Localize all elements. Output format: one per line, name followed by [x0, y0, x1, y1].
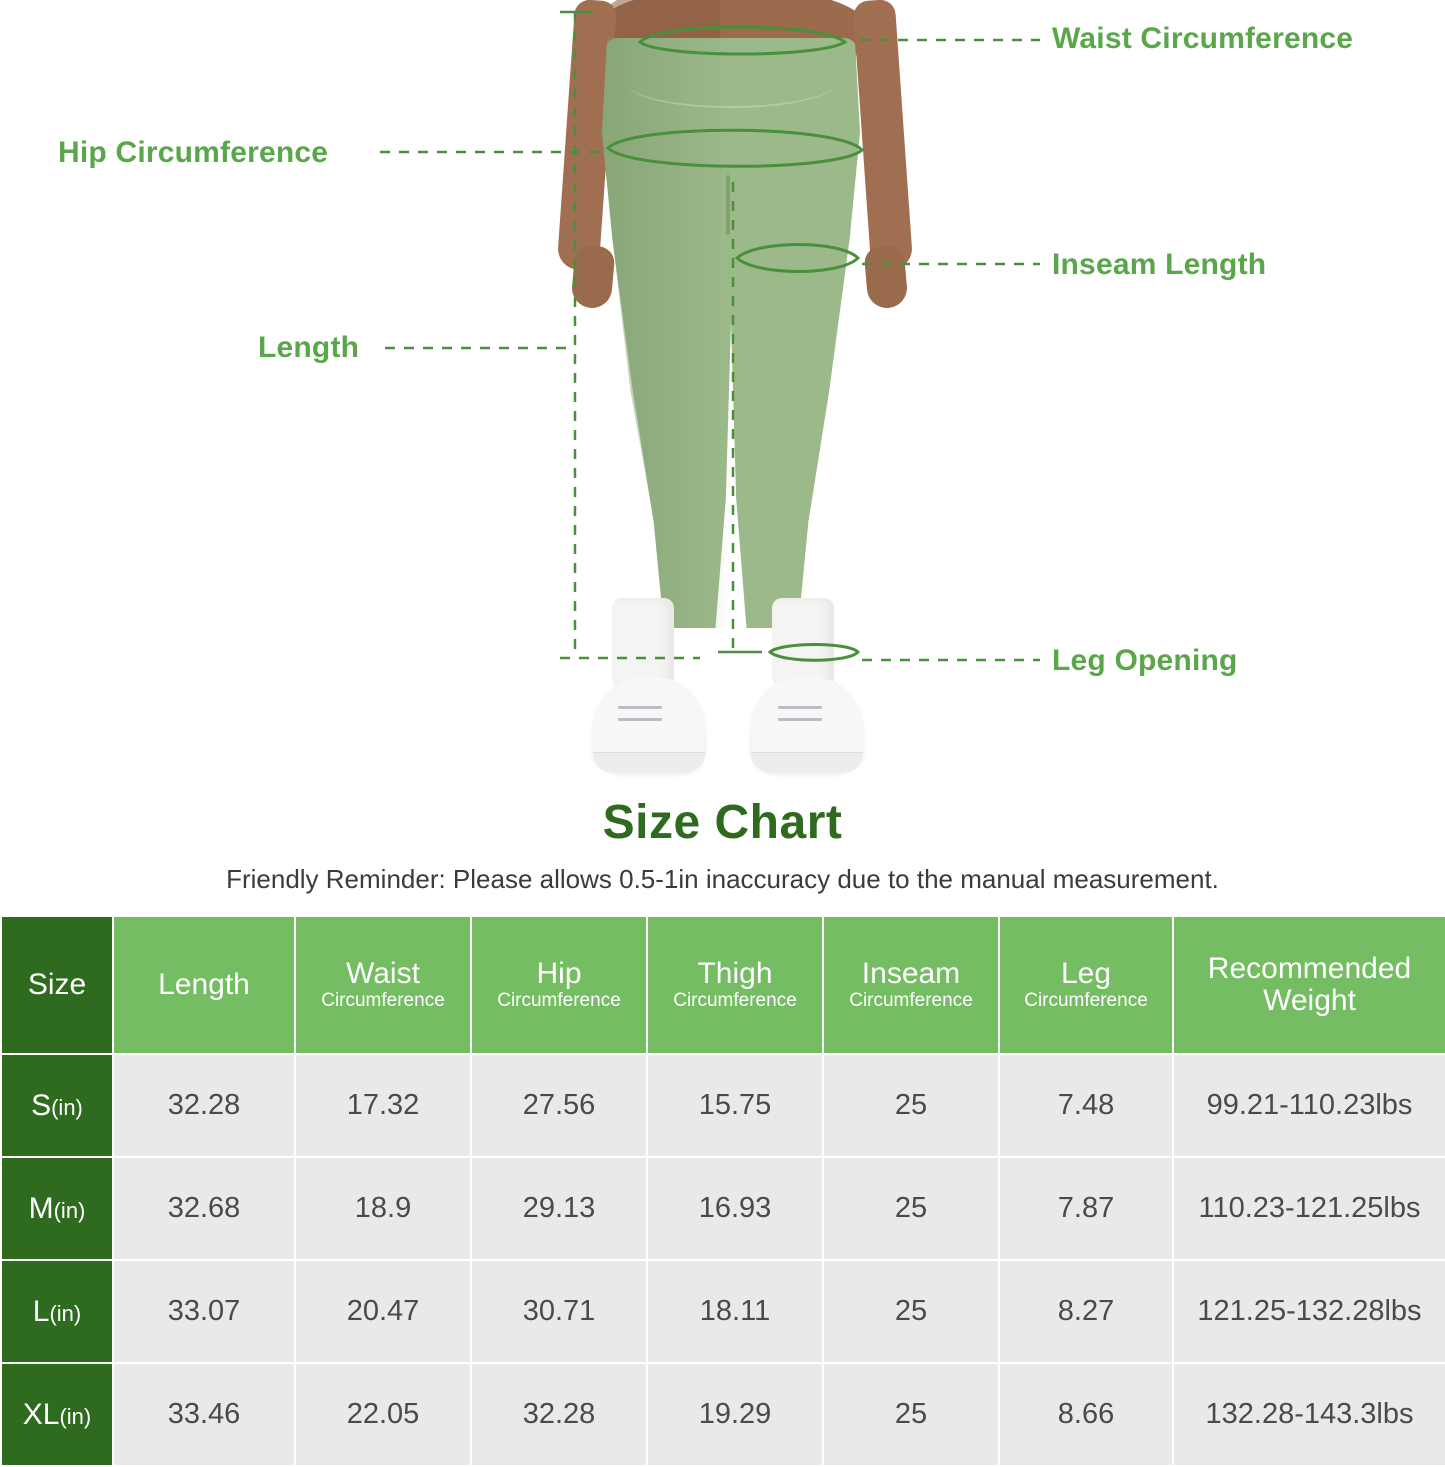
- column-header-length: Length: [113, 916, 295, 1054]
- hip-measure-line: [608, 130, 862, 166]
- column-header-hip: Hip Circumference: [471, 916, 647, 1054]
- cell-recommended-weight: 121.25-132.28lbs: [1173, 1260, 1445, 1363]
- cell-inseam: 25: [823, 1260, 999, 1363]
- cell-length: 33.07: [113, 1260, 295, 1363]
- measurement-disclaimer: Friendly Reminder: Please allows 0.5-1in inaccuracy due to the manual measurement.: [226, 864, 1219, 894]
- cell-length: 32.28: [113, 1054, 295, 1157]
- table-row: [1, 1260, 1445, 1363]
- cell-hip: 29.13: [471, 1157, 647, 1260]
- column-header-recommended-weight: Recommended Weight: [1173, 916, 1445, 1054]
- column-header-inseam: Inseam Circumference: [823, 916, 999, 1054]
- cell-length: 32.68: [113, 1157, 295, 1260]
- cell-leg: 8.27: [999, 1260, 1173, 1363]
- table-row: [1, 1157, 1445, 1260]
- cell-leg: 7.48: [999, 1054, 1173, 1157]
- cell-waist: 20.47: [295, 1260, 471, 1363]
- inseam-measure-line: [737, 245, 858, 272]
- cell-inseam: 25: [823, 1363, 999, 1466]
- cell-inseam: 25: [823, 1157, 999, 1260]
- waist-measure-line: [640, 27, 845, 54]
- cell-waist: 18.9: [295, 1157, 471, 1260]
- cell-recommended-weight: 99.21-110.23lbs: [1173, 1054, 1445, 1157]
- cell-size: XL(in): [1, 1363, 113, 1466]
- column-header-leg: Leg Circumference: [999, 916, 1173, 1054]
- callout-label-waist: Waist Circumference: [1052, 22, 1354, 55]
- leg-opening-measure-line: [770, 645, 858, 661]
- callout-label-hip: Hip Circumference: [58, 136, 329, 169]
- cell-leg: 8.66: [999, 1363, 1173, 1466]
- table-row: [1, 1363, 1445, 1466]
- column-header-thigh: Thigh Circumference: [647, 916, 823, 1054]
- cell-hip: 32.28: [471, 1363, 647, 1466]
- column-header-size: Size: [1, 916, 113, 1054]
- cell-waist: 17.32: [295, 1054, 471, 1157]
- size-chart-heading: [0, 795, 1445, 895]
- cell-hip: 27.56: [471, 1054, 647, 1157]
- table-row: [1, 1054, 1445, 1157]
- cell-leg: 7.87: [999, 1157, 1173, 1260]
- cell-thigh: 16.93: [647, 1157, 823, 1260]
- cell-waist: 22.05: [295, 1363, 471, 1466]
- callout-label-leg-opening: Leg Opening: [1052, 644, 1238, 677]
- cell-length: 33.46: [113, 1363, 295, 1466]
- callout-label-inseam: Inseam Length: [1052, 248, 1267, 281]
- cell-size: S(in): [1, 1054, 113, 1157]
- cell-thigh: 15.75: [647, 1054, 823, 1157]
- table-header-row: [1, 916, 1445, 1054]
- cell-thigh: 18.11: [647, 1260, 823, 1363]
- cell-inseam: 25: [823, 1054, 999, 1157]
- size-chart-table: [0, 915, 1445, 1467]
- callout-label-length: Length: [258, 331, 360, 364]
- cell-recommended-weight: 110.23-121.25lbs: [1173, 1157, 1445, 1260]
- cell-size: L(in): [1, 1260, 113, 1363]
- cell-hip: 30.71: [471, 1260, 647, 1363]
- page-title: Size Chart: [602, 796, 843, 849]
- column-header-waist: Waist Circumference: [295, 916, 471, 1054]
- cell-recommended-weight: 132.28-143.3lbs: [1173, 1363, 1445, 1466]
- cell-size: M(in): [1, 1157, 113, 1260]
- cell-thigh: 19.29: [647, 1363, 823, 1466]
